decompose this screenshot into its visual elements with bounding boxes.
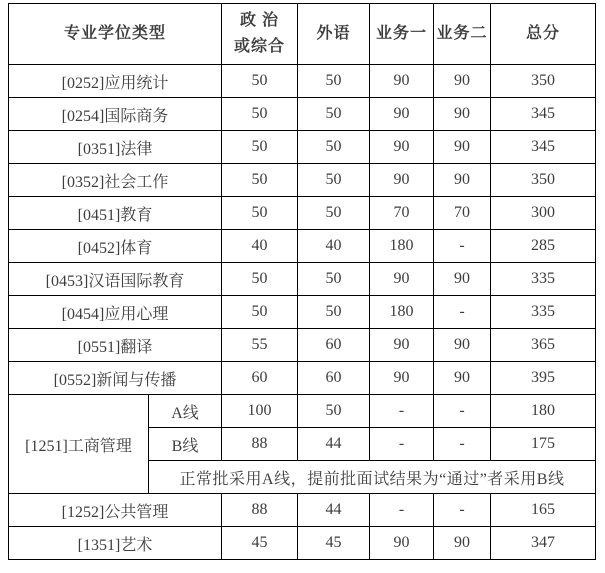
score-cell: 90: [434, 362, 491, 395]
score-cell: -: [370, 494, 434, 527]
score-cell: 40: [222, 230, 298, 263]
degree-type-cell: [0551]翻译: [9, 329, 222, 362]
score-cell: 180: [370, 296, 434, 329]
score-cell: 50: [222, 197, 298, 230]
degree-type-cell: [0252]应用统计: [9, 65, 222, 98]
mba-line-label: A线: [149, 395, 222, 428]
score-line-table: [8, 3, 596, 560]
header-politics-line2: 或综合: [234, 38, 286, 55]
table-row: [9, 230, 596, 263]
table-row: [9, 164, 596, 197]
score-cell: 50: [222, 65, 298, 98]
score-cell: 88: [222, 494, 298, 527]
score-cell: 285: [491, 230, 596, 263]
score-cell: 60: [222, 362, 298, 395]
score-cell: 90: [434, 329, 491, 362]
score-cell: 180: [370, 230, 434, 263]
table-row: [9, 65, 596, 98]
score-cell: -: [434, 494, 491, 527]
table-row: [9, 527, 596, 560]
mba-note-cell: 正常批采用A线，提前批面试结果为“通过”者采用B线: [149, 461, 596, 494]
score-cell: 60: [298, 329, 370, 362]
mba-line-label: B线: [149, 428, 222, 461]
degree-type-cell: [0452]体育: [9, 230, 222, 263]
score-cell: 50: [222, 98, 298, 131]
score-cell: 55: [222, 329, 298, 362]
score-cell: 90: [370, 164, 434, 197]
table-row: [9, 494, 596, 527]
score-cell: 50: [298, 131, 370, 164]
score-cell: 50: [298, 164, 370, 197]
score-cell: 347: [491, 527, 596, 560]
score-cell: 90: [370, 329, 434, 362]
score-cell: 395: [491, 362, 596, 395]
score-cell: 180: [491, 395, 596, 428]
score-cell: 345: [491, 98, 596, 131]
score-cell: 88: [222, 428, 298, 461]
table-row: [9, 263, 596, 296]
table-row: [9, 362, 596, 395]
score-cell: 90: [434, 527, 491, 560]
score-cell: 100: [222, 395, 298, 428]
score-cell: 60: [298, 362, 370, 395]
degree-type-cell: [0451]教育: [9, 197, 222, 230]
score-cell: 70: [370, 197, 434, 230]
score-cell: 50: [298, 98, 370, 131]
score-cell: 90: [370, 527, 434, 560]
score-cell: 90: [434, 65, 491, 98]
degree-type-cell: [1251]工商管理: [9, 395, 149, 494]
score-cell: 90: [434, 131, 491, 164]
table-row: [9, 131, 596, 164]
score-cell: -: [434, 230, 491, 263]
score-cell: 90: [370, 98, 434, 131]
score-cell: 45: [298, 527, 370, 560]
score-cell: -: [434, 395, 491, 428]
score-cell: 50: [298, 197, 370, 230]
degree-type-cell: [0254]国际商务: [9, 98, 222, 131]
table-row: [9, 296, 596, 329]
header-total: 总分: [491, 4, 596, 65]
score-cell: 90: [370, 65, 434, 98]
header-row: [9, 4, 596, 65]
score-cell: 50: [222, 296, 298, 329]
degree-type-cell: [1252]公共管理: [9, 494, 222, 527]
table-row-mba-a: [9, 395, 596, 428]
score-cell: 50: [298, 263, 370, 296]
score-cell: 70: [434, 197, 491, 230]
score-cell: 165: [491, 494, 596, 527]
score-cell: 40: [298, 230, 370, 263]
score-cell: -: [370, 395, 434, 428]
score-cell: 50: [222, 164, 298, 197]
score-cell: 90: [434, 263, 491, 296]
header-business-1: 业务一: [370, 4, 434, 65]
degree-type-cell: [0352]社会工作: [9, 164, 222, 197]
score-cell: 50: [298, 296, 370, 329]
score-cell: 90: [370, 131, 434, 164]
score-cell: 50: [298, 65, 370, 98]
score-cell: 300: [491, 197, 596, 230]
degree-type-cell: [0453]汉语国际教育: [9, 263, 222, 296]
score-cell: -: [434, 296, 491, 329]
score-cell: 175: [491, 428, 596, 461]
score-cell: 50: [222, 131, 298, 164]
score-cell: 335: [491, 296, 596, 329]
table-row: [9, 98, 596, 131]
score-cell: 345: [491, 131, 596, 164]
score-cell: 335: [491, 263, 596, 296]
score-cell: 350: [491, 65, 596, 98]
table-row: [9, 329, 596, 362]
score-cell: 365: [491, 329, 596, 362]
score-cell: 44: [298, 428, 370, 461]
table-row: [9, 197, 596, 230]
header-politics-line1: 政 治: [240, 12, 280, 29]
score-cell: 90: [434, 98, 491, 131]
degree-type-cell: [0351]法律: [9, 131, 222, 164]
score-cell: -: [434, 428, 491, 461]
score-cell: 90: [370, 263, 434, 296]
score-cell: 90: [370, 362, 434, 395]
degree-type-cell: [0454]应用心理: [9, 296, 222, 329]
header-politics-or-comprehensive: [222, 4, 298, 65]
score-cell: 45: [222, 527, 298, 560]
header-degree-type: 专业学位类型: [9, 4, 222, 65]
degree-type-cell: [1351]艺术: [9, 527, 222, 560]
score-cell: 44: [298, 494, 370, 527]
header-business-2: 业务二: [434, 4, 491, 65]
score-cell: 50: [222, 263, 298, 296]
score-cell: 90: [434, 164, 491, 197]
score-cell: -: [370, 428, 434, 461]
header-foreign-language: 外语: [298, 4, 370, 65]
degree-type-cell: [0552]新闻与传播: [9, 362, 222, 395]
score-cell: 50: [298, 395, 370, 428]
score-cell: 350: [491, 164, 596, 197]
